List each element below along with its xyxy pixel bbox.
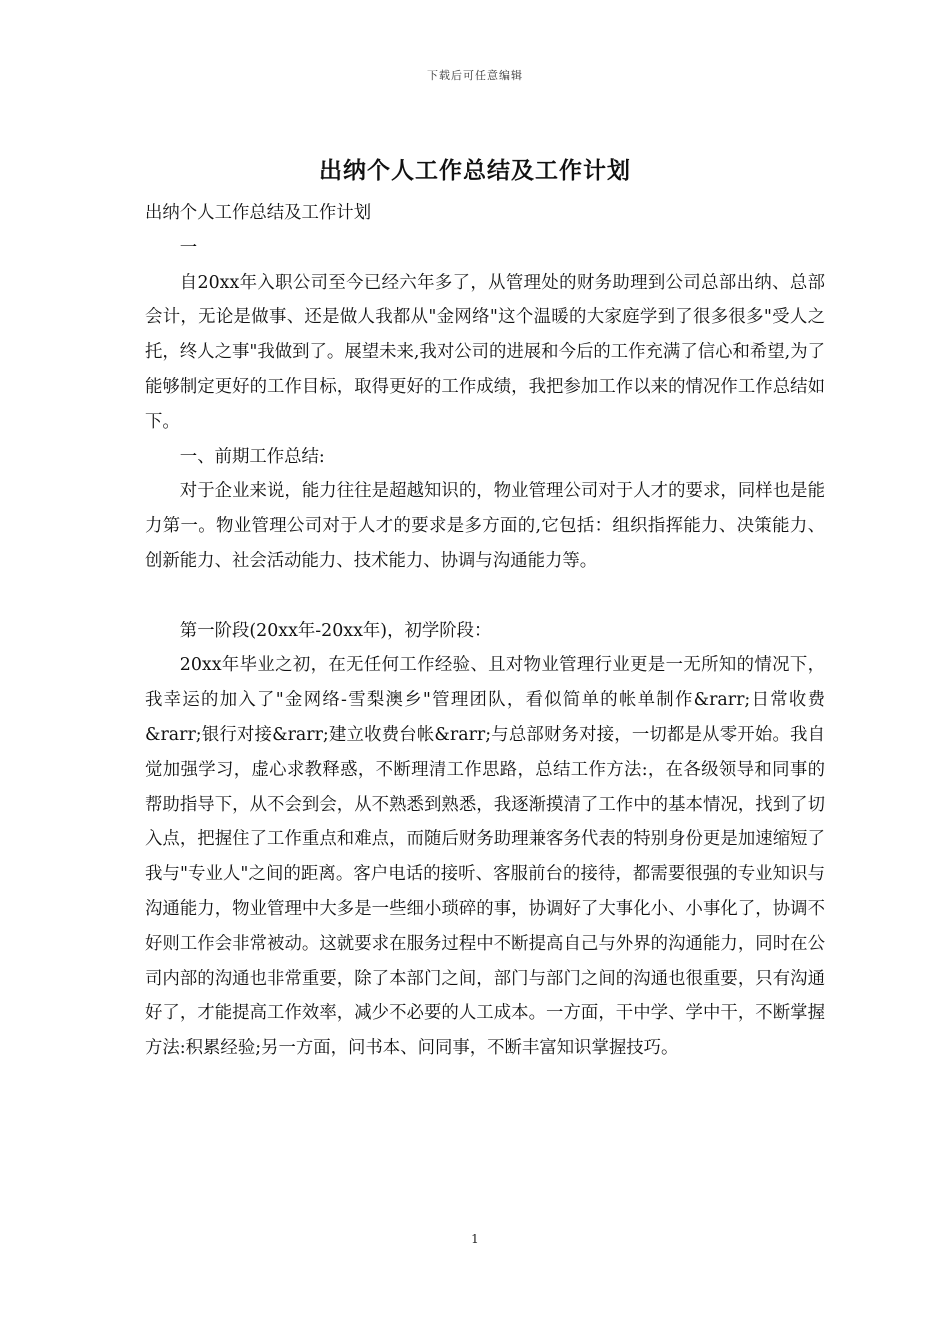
ability-paragraph: 对于企业来说，能力往往是超越知识的，物业管理公司对于人才的要求，同样也是能力第一。物业管理公司对于人才的要求是多方面的,它包括：组织指挥能力、决策能力、创新能力、社会活动能力、技术能力、协调与沟通能力等。: [145, 481, 825, 571]
stage-paragraph: 20xx年毕业之初，在无任何工作经验、且对物业管理行业更是一无所知的情况下，我幸运的加入了"金网络-雪梨澳乡"管理团队，看似简单的帐单制作&rarr;日常收费&rarr;银行对接&rarr;建立收费台帐&rarr;与总部财务对接，一切都是从零开始。我自觉加强学习，虚心求教释惑，不断理清工作思路，总结工作方法:，在各级领导和同事的帮助指导下，从不会到会，从不熟悉到熟悉，我逐渐摸清了工作中的基本情况，找到了切入点，把握住了工作重点和难点，而随后财务助理兼客务代表的特别身份更是加速缩短了我与"专业人"之间的距离。客户电话的接听、客服前台的接待，都需要很强的专业知识与沟通能力，物业管理中大多是一些细小琐碎的事，协调好了大事化小、小事化了，协调不好则工作会非常被动。这就要求在服务过程中不断提高自己与外界的沟通能力，同时在公司内部的沟通也非常重要，除了本部门之间，部门与部门之间的沟通也很重要，只有沟通好了，才能提高工作效率，减少不必要的人工成本。一方面，干中学、学中干，不断掌握方法:积累经验;另一方面，问书本、问同事，不断丰富知识掌握技巧。: [145, 655, 825, 1059]
blank-line: [145, 579, 825, 614]
document-title: 出纳个人工作总结及工作计划: [319, 157, 631, 184]
page-number: 1: [471, 1232, 479, 1246]
document-body: [145, 196, 825, 1066]
header-note: 下载后可任意编辑: [427, 69, 523, 82]
section-heading: 一、前期工作总结:: [179, 446, 325, 467]
intro-paragraph: 自20xx年入职公司至今已经六年多了，从管理处的财务助理到公司总部出纳、总部会计，无论是做事、还是做人我都从"金网络"这个温暖的大家庭学到了很多很多"受人之托，终人之事"我做到了。展望未来,我对公司的进展和今后的工作充满了信心和希望,为了能够制定更好的工作目标，取得更好的工作成绩，我把参加工作以来的情况作工作总结如下。: [145, 272, 825, 432]
stage-heading: 第一阶段(20xx年-20xx年)，初学阶段：: [179, 620, 492, 641]
section-marker: 一: [179, 237, 198, 258]
subtitle-line: 出纳个人工作总结及工作计划: [145, 203, 372, 223]
